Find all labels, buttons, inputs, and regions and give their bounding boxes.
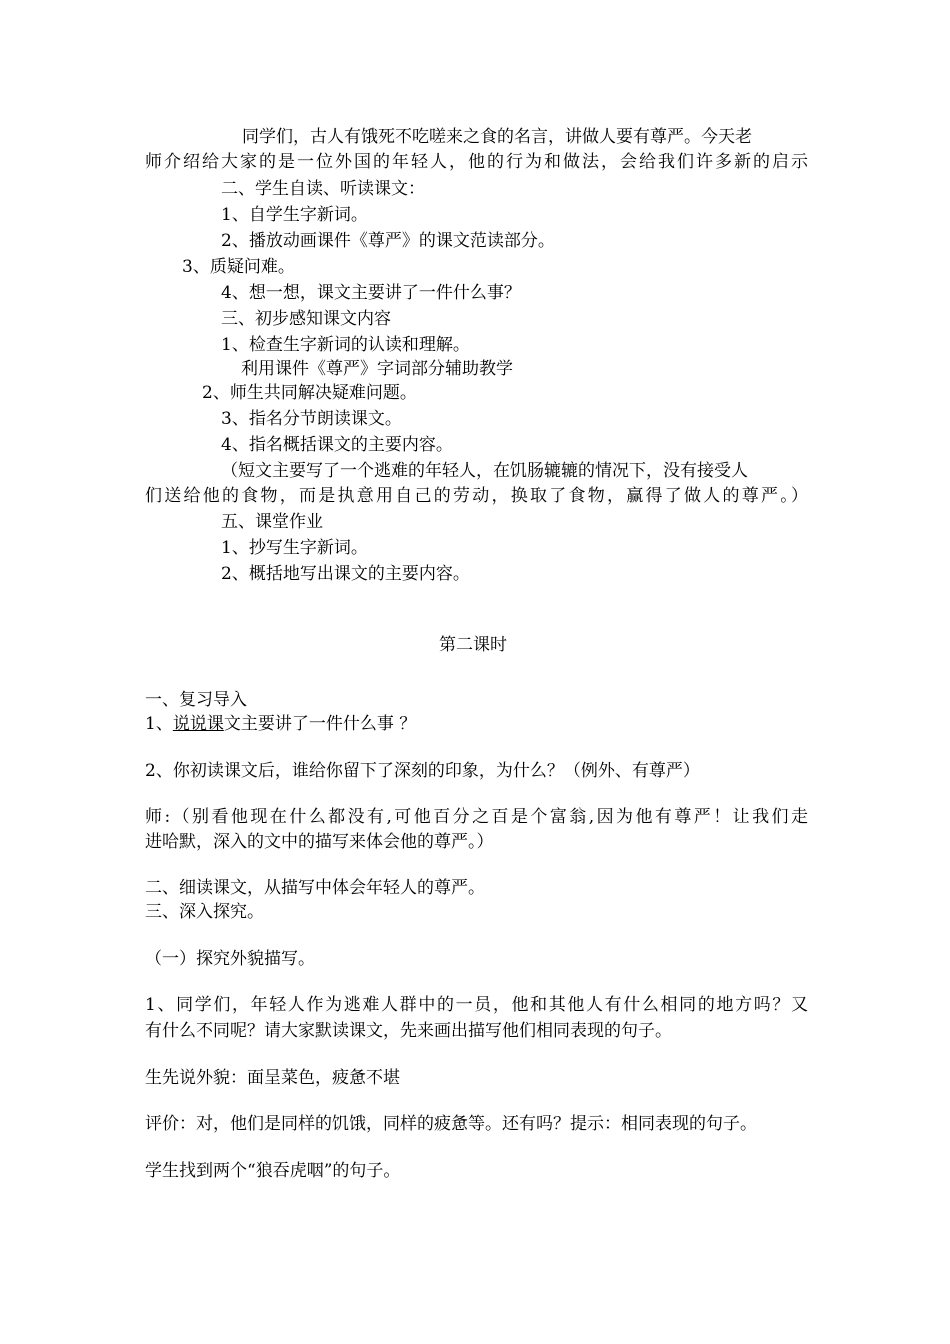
paragraph-1-line-2: 有什么不同呢？请大家默读课文，先来画出描写他们相同表现的句子。 bbox=[145, 1021, 672, 1041]
question-1-suffix: 文主要讲了一件什么事 ？ bbox=[223, 714, 417, 734]
part1-title: 一、复习导入 bbox=[145, 690, 247, 710]
intro-line-1: 同学们，古人有饿死不吃嗟来之食的名言，讲做人要有尊严。今天老 bbox=[242, 127, 752, 147]
part2-title: 二、细读课文，从描写中体会年轻人的尊严。 bbox=[145, 878, 485, 898]
paragraph-1-line-1: 1、同学们，年轻人作为逃难人群中的一员，他和其他人有什么相同的地方吗？又 bbox=[145, 995, 808, 1015]
step2-item-2: 2、播放动画课件《尊严》的课文范读部分。 bbox=[221, 231, 555, 251]
subsection-1-title: （一）探究外貌描写。 bbox=[145, 949, 315, 969]
lesson-heading: 第二课时 bbox=[439, 635, 507, 655]
step2-item-1: 1、自学生字新词。 bbox=[221, 205, 368, 225]
step2-title: 二、学生自读、听读课文： bbox=[221, 179, 425, 199]
part3-title: 三、深入探究。 bbox=[145, 902, 264, 922]
question-1-underlined: 说说课 bbox=[172, 714, 224, 734]
step3-item-3: 3、指名分节朗读课文。 bbox=[221, 409, 402, 429]
step3-note: 利用课件《尊严》字词部分辅助教学 bbox=[241, 359, 513, 379]
step3-item-4: 4、指名概括课文的主要内容。 bbox=[221, 435, 453, 455]
teacher-line-1: 师:（别看他现在什么都没有,可他百分之百是个富翁,因为他有尊严！让我们走 bbox=[145, 807, 808, 827]
intro-line-2: 师介绍给大家的是一位外国的年轻人，他的行为和做法，会给我们许多新的启示 bbox=[145, 152, 808, 172]
question-2: 2、你初读课文后，谁给你留下了深刻的印象，为什么？（例外、有尊严） bbox=[145, 761, 700, 781]
teacher-comment: 评价：对，他们是同样的饥饿，同样的疲惫等。还有吗？提示：相同表现的句子。 bbox=[145, 1114, 757, 1134]
step5-item-2: 2、概括地写出课文的主要内容。 bbox=[221, 564, 470, 584]
step3-item-2: 2、师生共同解决疑难问题。 bbox=[202, 383, 417, 403]
step5-item-1: 1、抄写生字新词。 bbox=[221, 538, 368, 558]
student-found: 学生找到两个“狼吞虎咽”的句子。 bbox=[145, 1161, 401, 1181]
summary-line-1: （短文主要写了一个逃难的年轻人，在饥肠辘辘的情况下，没有接受人 bbox=[221, 461, 748, 481]
step5-title: 五、课堂作业 bbox=[221, 512, 323, 532]
step2-item-3: 3、质疑问难。 bbox=[182, 257, 295, 277]
student-answer: 生先说外貌：面呈菜色，疲惫不堪 bbox=[145, 1068, 400, 1088]
question-1 bbox=[145, 712, 416, 736]
step2-item-4: 4、想一想，课文主要讲了一件什么事？ bbox=[221, 283, 521, 303]
step3-item-1: 1、检查生字新词的认读和理解。 bbox=[221, 335, 470, 355]
teacher-line-2: 进哈默，深入的文中的描写来体会他的尊严。） bbox=[145, 832, 494, 852]
question-1-prefix: 1、 bbox=[145, 714, 173, 734]
summary-line-2: 们送给他的食物，而是执意用自己的劳动，换取了食物，赢得了做人的尊严。） bbox=[145, 486, 808, 506]
step3-title: 三、初步感知课文内容 bbox=[221, 309, 391, 329]
